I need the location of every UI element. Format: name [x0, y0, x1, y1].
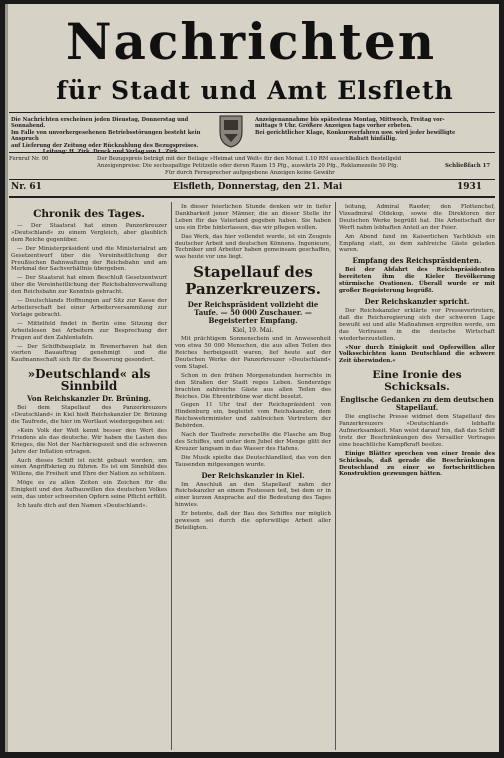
- article-paragraph: Im Anschluß an den Stapellauf nahm der Reichskanzler an einem Festessen teil, bei dem er in einer kurzen Ansprache auf die Bedeutung des Tages hinwies.: [175, 481, 331, 509]
- article-subheading: Empfang des Reichspräsidenten.: [352, 256, 482, 266]
- column-1: [11, 204, 167, 744]
- info-line: Rabatt hinfällig.: [349, 136, 397, 143]
- top-rule: [9, 112, 495, 113]
- info-line: Im Falle von unvorhergesehenen Betriebsstörungen besteht kein Anspruch: [11, 129, 201, 143]
- schliessfach: Schließfach 17: [445, 163, 491, 169]
- article-paragraph: — Mittelfeld findet in Berlin eine Sitzung der Arbeitslosen bei Arbeitern zur Besprechung der Fragen auf den Zahlentafeln.: [11, 320, 167, 341]
- coat-of-arms-icon: [218, 114, 244, 148]
- article-paragraph: »Nur durch Einigkeit und Opferwillen aller Volksschichten kann Deutschland die schwere Zeit überwinden.«: [339, 344, 495, 365]
- article-paragraph: In dieser feierlichen Stunde denken wir in tiefer Dankbarkeit jener Männer, die an dieser Stelle ihr Leben für das Vaterland gegeben haben. Sie haben uns ein Erbe hinterlassen, das wir pflegen wollen.: [175, 204, 331, 231]
- article-paragraph: Das Werk, das hier vollendet wurde, ist ein Zeugnis deutscher Arbeit und deutschen Könnens. Ingenieure, Techniker und Arbeiter haben gemeinsam geschaffen, was heute vor uns liegt.: [175, 233, 331, 261]
- masthead-title: Nachrichten: [65, 12, 437, 71]
- article-paragraph: Der Reichskanzler erklärte vor Pressevertretern, daß die Reichsregierung sich der schweren Lage bewußt sei und alle Maßnahmen ergreifen werde, um das Vertrauen in die deutsche Wirtschaft wiederherzustellen.: [339, 307, 495, 342]
- article-paragraph: Ich taufe dich auf den Namen »Deutschland«.: [17, 503, 148, 509]
- issue-year: 1931: [457, 182, 483, 192]
- article-paragraph: Möge es zu allen Zeiten ein Zeichen für die Einigkeit und den Aufbauwillen des deutschen Volkes sein, das unter schwersten Opfern seine Pflicht erfüllt.: [11, 480, 167, 501]
- article-paragraph: — Deutschlands Hoffnungen auf Sitz zur Kasse der Arbeiterschaft bei einer Arbeiterversammlung zur Vorlage gebracht.: [11, 298, 167, 318]
- article-paragraph: — Der Staatsrat hat einen Panzerkreuzer »Deutschland« zu einem Vergleich, aber glaublich dem Reiche gegenüber.: [11, 223, 167, 243]
- article-paragraph: Einige Blätter sprechen von einer Ironie des Schicksals, daß gerade die Beschränkungen Deutschland zu einer so fortschrittlichen Konstruktion gezwungen hätten.: [339, 450, 495, 478]
- info-line: Bei gerichtlicher Klage, Konkursverfahren usw. wird jeder bewilligte: [255, 129, 456, 136]
- article-paragraph: — Der Schiffsbauplatz in Bremerhaven hat den vierten Bauauftrag genehmigt und die Kaufmannschaft sich für die Besserung gesondert.: [11, 343, 167, 364]
- price-line: Der Bezugspreis beträgt mit der Beilage »Heimat und Welt« für den Monat 1.10 RM ausschließlich Bestellgeld: [97, 156, 402, 162]
- article-paragraph: »Kein Volk der Welt kennt besser den Wert des Friedens als das deutsche. Wir haben die Lasten des Krieges, die Not der Nachkriegszeit und die schweren Jahre der Inflation ertragen.: [11, 427, 167, 455]
- publication-info: [11, 117, 211, 155]
- mid-rule: [9, 152, 495, 153]
- column-separator: [335, 202, 336, 750]
- newspaper-page: [5, 4, 499, 752]
- article-paragraph: leitung, Admiral Raeder, den Flottenchef, Vizeadmiral Oldekop, sowie die Direktoren der Deutschen Werke begrüßt hat. Die Arbeitschaft der Werft nahm lebhaften Anteil an der Feier.: [339, 204, 495, 231]
- column-separator: [171, 202, 172, 750]
- article-paragraph: Die englische Presse widmet dem Stapellauf des Panzerkreuzers »Deutschland« lebhafte Aufmerksamkeit. Man weist darauf hin, daß das Schiff trotz der Beschränkungen des Versailler Vertrages eine beachtliche Kampfkraft besitze.: [339, 414, 495, 448]
- masthead-subtitle: für Stadt und Amt Elsfleth: [56, 76, 454, 105]
- advertising-info: [255, 117, 491, 143]
- article-dateline: Kiel, 19. Mai.: [232, 327, 274, 335]
- article-heading: Chronik des Tages.: [33, 208, 145, 220]
- article-paragraph: — Der Staatsrat hat einen Beschluß Gesetzentwurf über die Vereinheitlichung der Reichsbahnverwaltung den Reichsbahn zur Kenntnis gebracht.: [11, 275, 167, 296]
- article-heading: »Deutschland« als Sinnbild: [27, 367, 151, 394]
- article-paragraph: Bei der Abfahrt des Reichspräsidenten bereiteten ihm die Kieler Bevölkerung stürmische Ovationen. Überall wurde er mit großer Begeisterung begrüßt.: [339, 267, 495, 295]
- article-heading: Stapellauf des Panzerkreuzers.: [185, 263, 321, 299]
- article-paragraph: Auch dieses Schiff ist nicht gebaut worden, um einen Angriffskrieg zu führen. Es ist ein Sinnbild des Willens, die Freiheit und Ehre der Nation zu schützen.: [11, 457, 167, 478]
- info-line: Anzeigenannahme bis spätestens Montag, Mittwoch, Freitag vor-: [255, 117, 445, 123]
- info-line: auf Lieferung der Zeitung oder Rückzahlung des Bezugspreises.: [11, 142, 199, 149]
- issue-number: Nr. 61: [11, 182, 42, 192]
- article-paragraph: Bei dem Stapellauf des Panzerkreuzers »Deutschland« in Kiel hielt Reichskanzler Dr. Brüning die Taufrede, die hier im Wortlaut wiedergegeben sei:: [11, 405, 167, 426]
- info-line: mittags 9 Uhr. Größere Anzeigen tags vorher erbeten.: [255, 123, 412, 130]
- article-subheading: Englische Gedanken zu dem deutschen Stapellauf.: [340, 395, 494, 413]
- article-paragraph: Mit prächtigem Sonnenschein und in Anwesenheit von etwa 50 000 Menschen, die aus allen Teilen des Reiches herbeigeeilt waren, lief heute auf der Deutschen Werke der Panzerkreuzer »Deutschland« vom Stapel.: [175, 336, 331, 370]
- article-subheading: Der Reichspräsident vollzieht die Taufe. — 50 000 Zuschauer. — Begeisterter Empfang.: [187, 300, 319, 326]
- price-line: Anzeigenpreise: Die sechsspaltige Petitzeile oder deren Raum 15 Pfg., auswärts 20 Pfg., Reklamezeile 50 Pfg.: [97, 163, 399, 169]
- price-line: Für durch Fernsprecher aufgegebene Anzeigen keine Gewähr: [165, 170, 335, 176]
- article-heading: Eine Ironie des Schicksals.: [372, 369, 462, 394]
- article-paragraph: Er betonte, daß der Bau des Schiffes nur möglich gewesen sei durch die opferwillige Arbeit aller Beteiligten.: [175, 511, 331, 531]
- article-paragraph: Schon in den frühen Morgenstunden herrschte in den Straßen der Stadt reges Leben. Sonderzüge brachten zahlreiche Gäste aus allen Teilen des Reiches. Die Ehrentribüne war dicht besetzt.: [175, 372, 331, 400]
- page-edge: [5, 4, 8, 752]
- article-paragraph: Am Abend fand im Kaiserlichen Yachtklub ein Empfang statt, zu dem zahlreiche Gäste geladen waren.: [339, 233, 495, 254]
- article-paragraph: Nach der Taufrede zerschellte die Flasche am Bug des Schiffes, und unter dem Jubel der Menge glitt der Kreuzer langsam in das Wasser des Hafens.: [175, 432, 331, 452]
- article-paragraph: — Der Ministerpräsident und die Ministerialrat am Gesetzentwurf über die Vereinheitlichung der Preußischen Bahnwaltung der Reichsbahn und am Merkmal der Sachverhältnis übergeben.: [11, 245, 167, 273]
- article-paragraph: Die Musik spielte das Deutschlandlied, das von den Tausenden mitgesungen wurde.: [175, 454, 331, 468]
- article-subheading: Der Reichskanzler in Kiel.: [201, 470, 305, 480]
- article-subheading: Von Reichskanzler Dr. Brüning.: [27, 394, 151, 404]
- column-3: [339, 204, 495, 744]
- issue-rule-top: [9, 179, 495, 180]
- info-line: Die Nachrichten erscheinen jeden Dienstag, Donnerstag und Sonnabend.: [11, 117, 189, 130]
- issue-dateline: Elsfleth, Donnerstag, den 21. Mai: [173, 182, 343, 192]
- fernruf: Fernruf Nr. 90: [9, 156, 49, 162]
- column-2: [175, 204, 331, 744]
- article-paragraph: Gegen 11 Uhr traf der Reichspräsident von Hindenburg ein, begleitet vom Reichskanzler, dem Reichswehrminister und zahlreichen Vertretern der Behörden.: [175, 402, 331, 430]
- article-subheading: Der Reichskanzler spricht.: [364, 296, 470, 306]
- issue-rule-bottom: [9, 196, 495, 198]
